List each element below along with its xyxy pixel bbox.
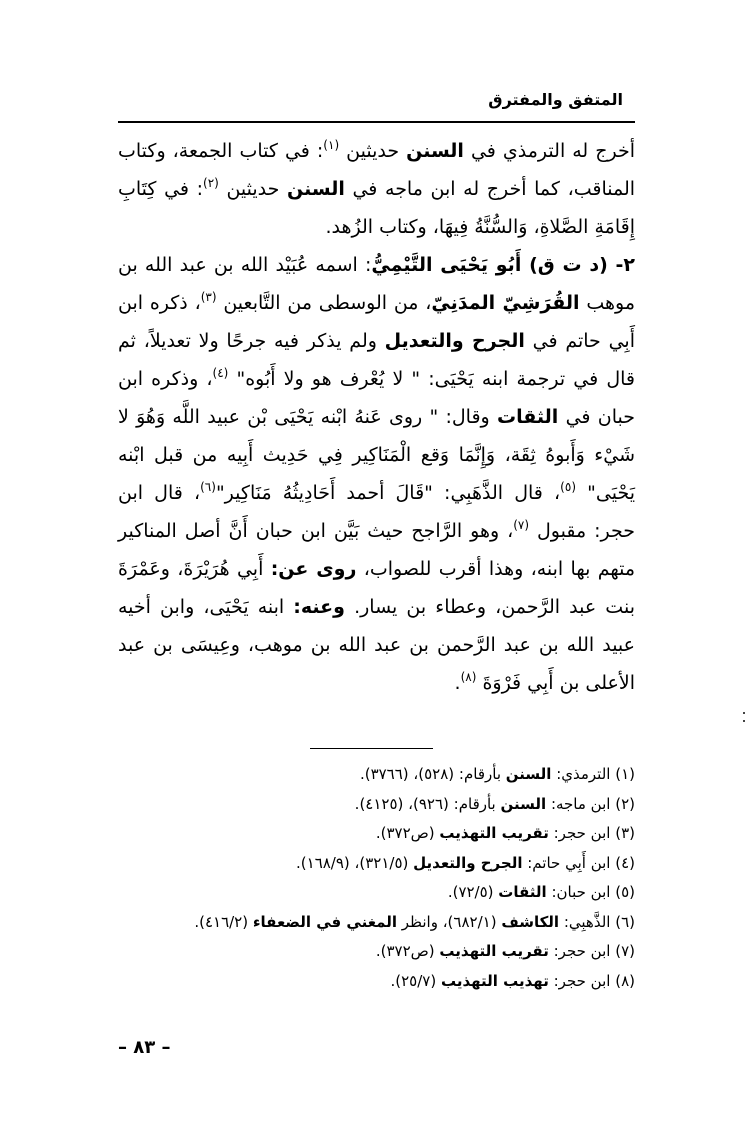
footnote-ref: (٧) bbox=[513, 518, 530, 532]
text-run: الترمذي: bbox=[551, 765, 616, 783]
text-run: (٣٢١/٥)، (١٦٨/٩). bbox=[296, 853, 414, 872]
text-run: : اسمه عُبَيْد الله بن عبد الله بن موهب bbox=[118, 254, 635, 314]
footnote-item bbox=[118, 967, 635, 997]
book-title: السنن bbox=[287, 178, 345, 200]
footnote-separator bbox=[310, 748, 433, 749]
text-run: (٦٨٢/١)، وانظر bbox=[397, 912, 502, 931]
main-text bbox=[118, 132, 635, 702]
footnote-number: (٨) bbox=[615, 971, 635, 990]
text-run: ابن ماجه: bbox=[546, 794, 616, 813]
entry-number: ٢- (د ت ق) bbox=[521, 254, 635, 276]
text-run: (٧٢/٥). bbox=[447, 883, 499, 901]
section-label-anhu: وعنه: bbox=[293, 596, 345, 618]
page-number: – ٨٣ – bbox=[118, 1037, 171, 1058]
text-run: الذَّهبِي: bbox=[559, 912, 616, 931]
book-title: السنن bbox=[406, 140, 464, 162]
text-run: ، قال الذَّهَبِي: "قَالَ أحمد أَحَادِيثُهُ مَنَاكِير" bbox=[215, 482, 561, 504]
text-run: (٢٥/٧). bbox=[390, 971, 441, 990]
narrator-name: أَبُو يَحْيَى التَّيْمِيُّ bbox=[371, 254, 522, 276]
book-title: السنن bbox=[500, 794, 547, 813]
text-run: ابن حجر: bbox=[548, 942, 616, 960]
footnote-number: (٢) bbox=[615, 794, 635, 813]
footnote-ref: (٣) bbox=[200, 290, 217, 304]
footnote-number: (٧) bbox=[615, 942, 635, 960]
footnotes bbox=[118, 760, 635, 996]
text-run: ، قال ابن حجر: مقبول bbox=[118, 482, 635, 542]
header-rule bbox=[118, 121, 635, 123]
paragraph-1 bbox=[118, 132, 635, 246]
book-title: الثقات bbox=[497, 406, 559, 428]
footnote-number: (٤) bbox=[615, 853, 635, 872]
text-run: ، من الوسطى من التَّابعين bbox=[216, 292, 432, 314]
book-title: الجرح والتعديل bbox=[384, 330, 525, 352]
book-title: تهذيب التهذيب bbox=[440, 971, 549, 990]
footnote-item bbox=[118, 819, 635, 849]
text-run: أَبِي هُرَيْرَةَ، وعَمْرَةَ بنت عبد الرَّحمن، وعطاء بن يسار. bbox=[118, 558, 635, 618]
footnote-item bbox=[118, 790, 635, 820]
scan-speck bbox=[743, 712, 745, 730]
text-run: ابن أَبِي حاتم: bbox=[522, 853, 616, 872]
book-title: الثقات bbox=[498, 883, 547, 901]
footnote-ref: (١) bbox=[323, 138, 340, 152]
text-run: ، وهو الرَّاجح حيث بَيَّن ابن حبان أَنَّ أصل المناكير متهم بها ابنه، وهذا أقرب للصواب، bbox=[118, 520, 636, 580]
text-run: ابن حبان: bbox=[546, 883, 616, 901]
text-run: بأرقام: (٥٢٨)، (٣٧٦٦). bbox=[359, 765, 506, 783]
footnote-item bbox=[118, 849, 635, 879]
footnote-number: (٦) bbox=[615, 912, 635, 931]
text-run: ، ذكره ابن أَبِي حاتم في bbox=[118, 292, 635, 352]
running-header-title: المتفق والمفترق bbox=[488, 90, 623, 109]
footnote-ref: (٥) bbox=[560, 480, 576, 494]
book-title: تقريب التهذيب bbox=[439, 942, 549, 960]
text-run: . bbox=[454, 672, 461, 694]
text-run: أخرج له الترمذي في bbox=[463, 140, 636, 162]
footnote-item bbox=[118, 937, 635, 967]
text-run: : في كتاب الجمعة، وكتاب المناقب، كما أخرج له ابن ماجه في bbox=[118, 140, 636, 200]
text-run: ابن حجر: bbox=[548, 971, 616, 990]
text-run: وقال: " روى عَنهُ ابْنه يَحْيَى بْن عبيد اللَّه وَهُوَ لا شَيْء وَأَبوهُ ثِقَة، وَإِنَّمَا وَقع الْمَنَاكِير فِي حَدِيث أَبِيه من قبل ابْنه يَحْيَى" bbox=[118, 406, 635, 504]
text-run: (ص٣٧٢). bbox=[375, 942, 440, 960]
book-title: السنن bbox=[505, 765, 552, 783]
text-run: حديثين bbox=[339, 140, 407, 162]
footnote-number: (٣) bbox=[615, 824, 635, 842]
section-label-rawa-an: روى عن: bbox=[270, 558, 357, 580]
text-run: ولم يذكر فيه جرحًا ولا تعديلاً، ثم قال في ترجمة ابنه يَحْيَى: " لا يُعْرف هو ولا أَبُوه" bbox=[118, 330, 635, 390]
text-run: ، وذكره ابن حبان في bbox=[118, 368, 635, 428]
footnote-ref: (٦) bbox=[200, 480, 216, 494]
footnote-item bbox=[118, 908, 635, 938]
book-title: تقريب التهذيب bbox=[439, 824, 549, 842]
text-run: (٤١٦/٢). bbox=[194, 912, 253, 931]
text-run: ابن حجر: bbox=[548, 824, 616, 842]
paragraph-2 bbox=[118, 246, 635, 702]
footnote-item bbox=[118, 878, 635, 908]
text-run: ابنه يَحْيَى، وابن أخيه عبيد الله بن عبد الرَّحمن بن عبد الله بن موهب، وعِيسَى بن عبد الأعلى بن أَبِي فَرْوَةَ bbox=[118, 596, 635, 694]
narrator-nisba: القُرَشِيّ المدَنِيّ bbox=[431, 292, 580, 314]
footnote-item bbox=[118, 760, 635, 790]
book-title: المغني في الضعفاء bbox=[252, 912, 398, 931]
text-run: حديثين bbox=[218, 178, 288, 200]
footnote-ref: (٢) bbox=[203, 176, 219, 190]
book-title: الكاشف bbox=[501, 912, 560, 931]
text-run: (ص٣٧٢). bbox=[375, 824, 440, 842]
book-title: الجرح والتعديل bbox=[413, 853, 523, 872]
footnote-number: (١) bbox=[615, 765, 635, 783]
text-run: بأرقام: (٩٢٦)، (٤١٢٥). bbox=[354, 794, 501, 813]
text-run: : في كِتَابِ إِقَامَةِ الصَّلاةِ، وَالسُّنَّةُ فِيهَا، وكتاب الزُهد. bbox=[118, 178, 635, 238]
footnote-ref: (٤) bbox=[212, 366, 229, 380]
footnote-number: (٥) bbox=[615, 883, 635, 901]
footnote-ref: (٨) bbox=[460, 670, 477, 684]
